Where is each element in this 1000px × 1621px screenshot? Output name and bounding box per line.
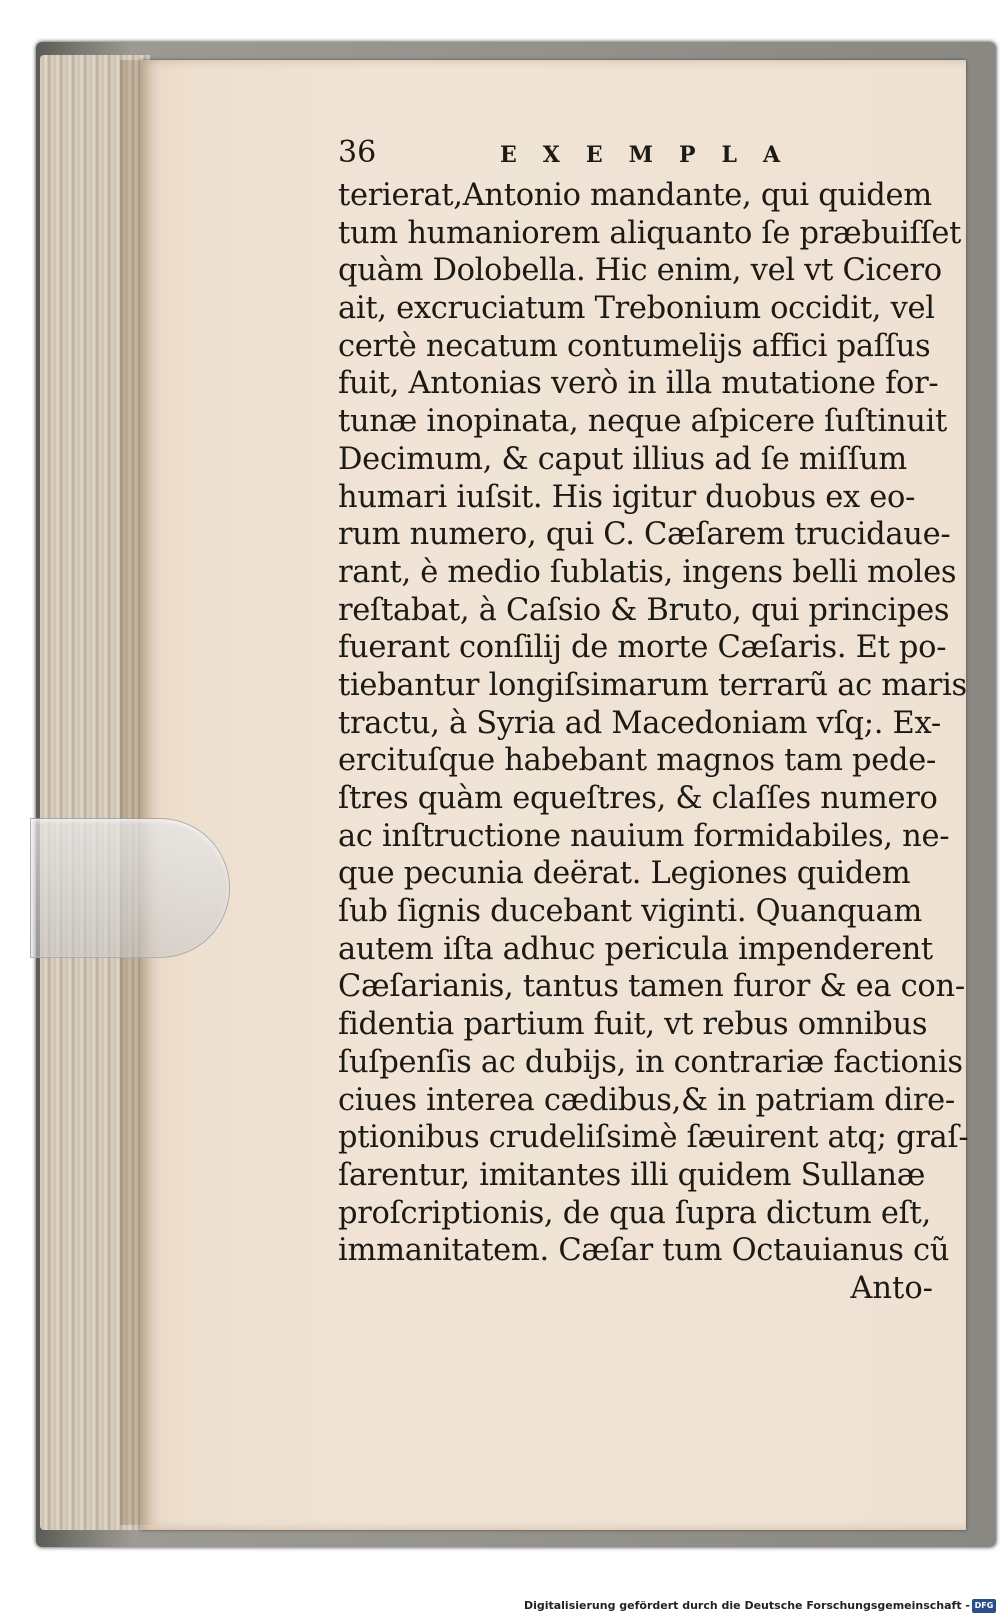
text-line: que pecunia deërat. Legiones quidem bbox=[338, 856, 911, 892]
text-line: ciues interea cædibus,& in patriam dire- bbox=[338, 1082, 955, 1118]
text-line: fuit, Antonias verò in illa mutatione for- bbox=[338, 366, 939, 402]
text-line: reſtabat, à Caſsio & Bruto, qui principes bbox=[338, 592, 950, 628]
text-line: fidentia partium fuit, vt rebus omnibus bbox=[338, 1007, 928, 1043]
text-line: ptionibus crudeliſsimè ſæuirent atq; graſ- bbox=[338, 1120, 969, 1156]
text-line: autem iſta adhuc pericula impenderent bbox=[338, 931, 933, 967]
text-line: tum humaniorem aliquanto ſe præbuiſſet bbox=[338, 215, 962, 251]
text-line: tiebantur longiſsimarum terrarũ ac maris bbox=[338, 667, 967, 703]
text-line: tractu, à Syria ad Macedoniam vſq;. Ex- bbox=[338, 705, 941, 741]
text-line: ait, excruciatum Trebonium occidit, vel bbox=[338, 291, 935, 327]
footer-bar bbox=[0, 1596, 1000, 1621]
catchword: Anto- bbox=[850, 1270, 933, 1306]
text-line: ſuſpenſis ac dubijs, in contrariæ factionis bbox=[338, 1044, 963, 1080]
text-line: ac inſtructione nauium formidabiles, ne- bbox=[338, 818, 950, 854]
text-line: fuerant conſilij de morte Cæſaris. Et po- bbox=[338, 630, 947, 666]
running-head: EXEMPLA bbox=[500, 142, 807, 168]
text-line: rant, è medio ſublatis, ingens belli moles bbox=[338, 554, 957, 590]
text-line: ercituſque habebant magnos tam pede- bbox=[338, 743, 936, 779]
text-line: certè necatum contumelijs affici paſſus bbox=[338, 328, 931, 364]
plastic-clip bbox=[30, 818, 230, 958]
dfg-logo-icon: DFG bbox=[972, 1599, 996, 1613]
text-line: Cæſarianis, tantus tamen furor & ea con- bbox=[338, 969, 965, 1005]
page-header bbox=[338, 135, 938, 177]
text-line: humari iuſsit. His igitur duobus ex eo- bbox=[338, 479, 916, 515]
text-line: ſtres quàm equeſtres, & claſſes numero bbox=[338, 781, 938, 816]
text-line: ſarentur, imitantes illi quidem Sullanæ bbox=[338, 1157, 926, 1193]
text-line: ſub ſignis ducebant viginti. Quanquam bbox=[338, 894, 923, 930]
text-line: Decimum, & caput illius ad ſe miſſum bbox=[338, 441, 907, 477]
text-line: tunæ inopinata, neque aſpicere ſuſtinuit bbox=[338, 404, 947, 440]
text-line: quàm Dolobella. Hic enim, vel vt Cicero bbox=[338, 253, 942, 289]
text-line: immanitatem. Cæſar tum Octauianus cũ bbox=[338, 1233, 950, 1269]
page-text bbox=[338, 135, 969, 1308]
page-number: 36 bbox=[338, 135, 377, 170]
digitization-credit: Digitalisierung gefördert durch die Deutsche Forschungsgemeinschaft - bbox=[523, 1599, 970, 1612]
gutter-shadow bbox=[120, 60, 160, 1525]
text-line: terierat,Antonio mandante, qui quidem bbox=[338, 178, 932, 213]
text-lines bbox=[338, 177, 969, 1270]
text-line: proſcriptionis, de qua ſupra dictum eſt, bbox=[338, 1195, 931, 1231]
text-line: rum numero, qui C. Cæſarem trucidaue- bbox=[338, 517, 951, 553]
